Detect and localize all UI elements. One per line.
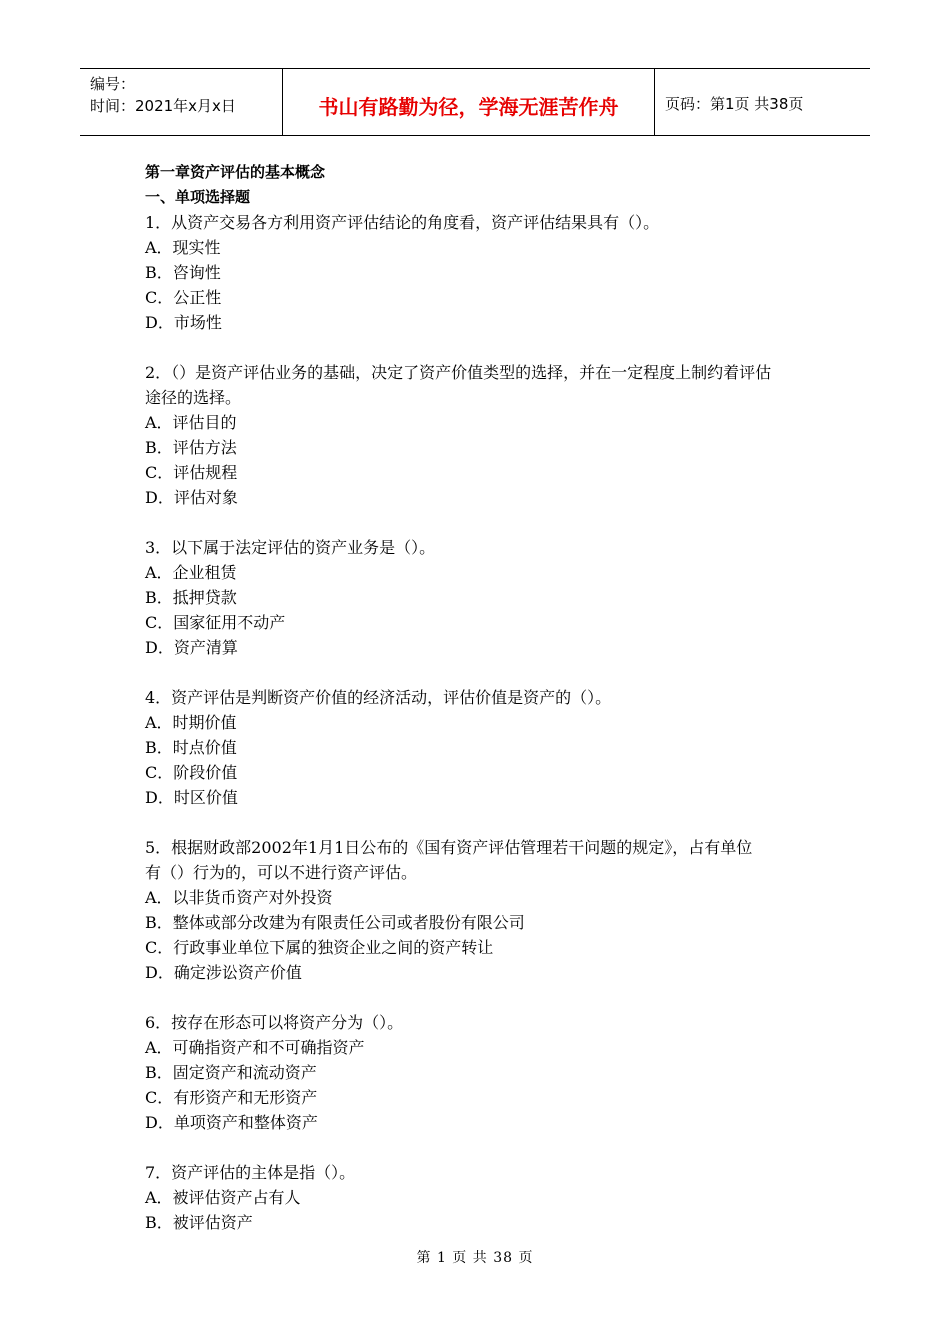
answer-option: C．阶段价值: [145, 763, 238, 782]
question-text: 有（）行为的，可以不进行资产评估。: [145, 863, 418, 882]
header-motto: 书山有路勤为径，学海无涯苦作舟: [282, 69, 655, 135]
question-text: 7．资产评估的主体是指（）。: [145, 1163, 356, 1182]
question-item: [145, 535, 825, 660]
answer-option: D．单项资产和整体资产: [145, 1113, 318, 1132]
answer-option: C．公正性: [145, 288, 222, 307]
page-footer: 第 1 页 共 38 页: [416, 1250, 534, 1266]
answer-option: A．时期价值: [145, 713, 237, 732]
header-page-label: 页码：第1页 共38页: [665, 94, 804, 113]
question-text: 1．从资产交易各方利用资产评估结论的角度看，资产评估结果具有（）。: [145, 213, 660, 232]
question-text: 4．资产评估是判断资产价值的经济活动，评估价值是资产的（）。: [145, 688, 612, 707]
answer-option: C．行政事业单位下属的独资企业之间的资产转让: [145, 938, 494, 957]
question-text: 5．根据财政部2002年1月1日公布的《国有资产评估管理若干问题的规定》，占有单位: [145, 838, 753, 857]
answer-option: D．确定涉讼资产价值: [145, 963, 302, 982]
question-item: [145, 360, 825, 510]
answer-option: D．资产清算: [145, 638, 238, 657]
chapter-title: 第一章资产评估的基本概念: [145, 163, 326, 181]
answer-option: C．评估规程: [145, 463, 238, 482]
answer-option: C．有形资产和无形资产: [145, 1088, 318, 1107]
answer-option: A．可确指资产和不可确指资产: [145, 1038, 365, 1057]
question-list: [145, 210, 825, 1235]
answer-option: A．现实性: [145, 238, 221, 257]
number-label: 编号：: [90, 75, 136, 93]
question-item: [145, 1010, 825, 1135]
answer-option: B．固定资产和流动资产: [145, 1063, 317, 1082]
answer-option: B．时点价值: [145, 738, 237, 757]
document-body: [145, 160, 825, 1235]
answer-option: B．抵押贷款: [145, 588, 237, 607]
answer-option: D．时区价值: [145, 788, 238, 807]
answer-option: D．评估对象: [145, 488, 238, 507]
question-item: [145, 1160, 825, 1235]
document-header: [80, 68, 870, 136]
answer-option: D．市场性: [145, 313, 222, 332]
answer-option: A．以非货币资产对外投资: [145, 888, 333, 907]
answer-option: A．企业租赁: [145, 563, 237, 582]
answer-option: B．咨询性: [145, 263, 221, 282]
question-text: 3．以下属于法定评估的资产业务是（）。: [145, 538, 436, 557]
answer-option: B．被评估资产: [145, 1213, 253, 1232]
question-text: 2．（）是资产评估业务的基础，决定了资产价值类型的选择，并在一定程度上制约着评估: [145, 363, 772, 382]
question-text: 6．按存在形态可以将资产分为（）。: [145, 1013, 404, 1032]
question-item: [145, 685, 825, 810]
answer-option: A．评估目的: [145, 413, 237, 432]
time-label: 时间：2021年x月x日: [90, 97, 236, 115]
answer-option: B．整体或部分改建为有限责任公司或者股份有限公司: [145, 913, 525, 932]
question-item: [145, 835, 825, 985]
header-meta: [80, 69, 282, 135]
answer-option: A．被评估资产占有人: [145, 1188, 301, 1207]
section-title: 一、单项选择题: [145, 188, 251, 206]
question-item: [145, 210, 825, 335]
answer-option: B．评估方法: [145, 438, 237, 457]
answer-option: C．国家征用不动产: [145, 613, 286, 632]
question-text: 途径的选择。: [145, 388, 242, 407]
